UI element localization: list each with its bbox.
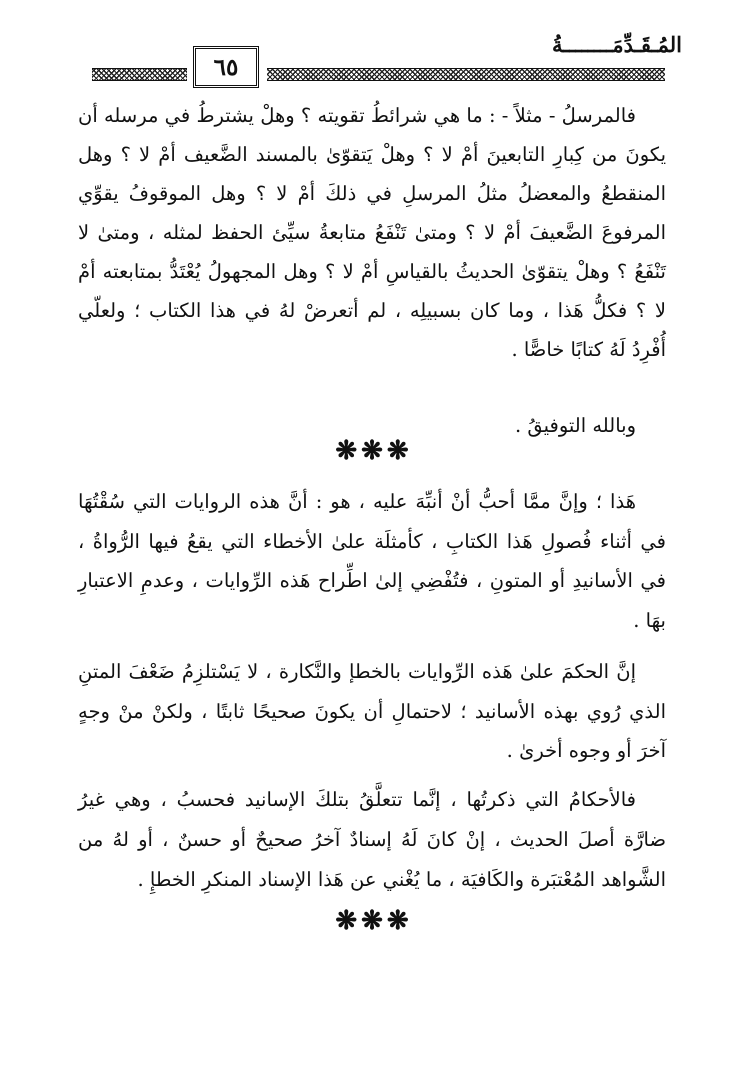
page-number: ٦٥ bbox=[193, 46, 259, 88]
running-header-title: المُـقَـدِّمَــــــــةُ bbox=[551, 32, 682, 57]
paragraph-1-text: فالمرسلُ - مثلاً - : ما هي شرائطُ تقويته ؟ وهلْ يشترطُ في مرسله أن يكونَ من كِبارِ التابعينَ أمْ لا ؟ وهلْ يَتقوّىٰ بالمسند الضَّعيف أمْ لا ؟ وهل المنقطعُ والمعضلُ مثلُ المرسلِ في ذلكَ أمْ لا ؟ وهل الموقوفُ يقوِّي المرفوعَ الضَّعيفَ أمْ لا ؟ ومتىٰ تَنْفَعُ متابعةُ سيِّئ الحفظ لمثله ، ومتىٰ لا تَنْفَعُ ؟ وهلْ يتقوّىٰ الحديثُ بالقياسِ أمْ لا ؟ وهل المجهولُ يُعْتَدُّ بمتابعته أمْ لا ؟ فكلُّ هَذا ، وما كان بسبيلِه ، لم أتعرضْ لهُ في هذا الكتاب ؛ ولعلّي أُفْرِدُ لَهُ كتابًا خاصًّا . bbox=[78, 104, 666, 361]
header-ornament-right bbox=[267, 68, 665, 81]
closing-phrase: وبالله التوفيقُ . bbox=[514, 414, 636, 437]
paragraph-3-text: هَذا ؛ وإنَّ ممَّا أحبُّ أنْ أنبِّهَ عليه ، هو : أنَّ هذه الروايات التي سُقْتُهَا في أثناء فُصولِ هَذا الكتابِ ، كأمثلَة علىٰ الأخطاء التي يقعُ فيها الرُّواةُ ، في الأسانيدِ أو المتونِ ، فتُفْضِي إلىٰ اطِّراح هَذه الرِّوايات ، وعدمِ الاعتبارِ بهَا . bbox=[78, 490, 666, 632]
paragraph-5 bbox=[78, 780, 666, 900]
section-separator-2: ❋❋❋ bbox=[335, 906, 413, 936]
paragraph-5-text: فالأحكامُ التي ذكرتُها ، إنَّما تتعلَّقُ بتلكَ الإسانيد فحسبُ ، وهي غيرُ ضارَّة أصلَ الحديث ، إنْ كانَ لَهُ إسنادٌ آخرُ صحيحٌ أو حسنٌ ، أو لهُ من الشَّواهد المُعْتبَرة والكَافيَة ، ما يُغْني عن هَذا الإسناد المنكرِ الخطإِ . bbox=[78, 788, 666, 891]
header-ornament-left bbox=[92, 68, 187, 81]
paragraph-1 bbox=[78, 96, 666, 369]
paragraph-4-text: إنَّ الحكمَ علىٰ هَذه الرِّوايات بالخطإ والنَّكارة ، لا يَسْتلزِمُ ضَعْفَ المتنِ الذي رُوي بهذه الأسانيد ؛ لاحتمالِ أن يكونَ صحيحًا ثابتًا ، ولكنْ منْ وجهٍ آخرَ أو وجوه أخرىٰ . bbox=[78, 660, 666, 762]
section-separator-1: ❋❋❋ bbox=[335, 436, 413, 466]
paragraph-4 bbox=[78, 652, 666, 771]
paragraph-3 bbox=[78, 482, 666, 640]
